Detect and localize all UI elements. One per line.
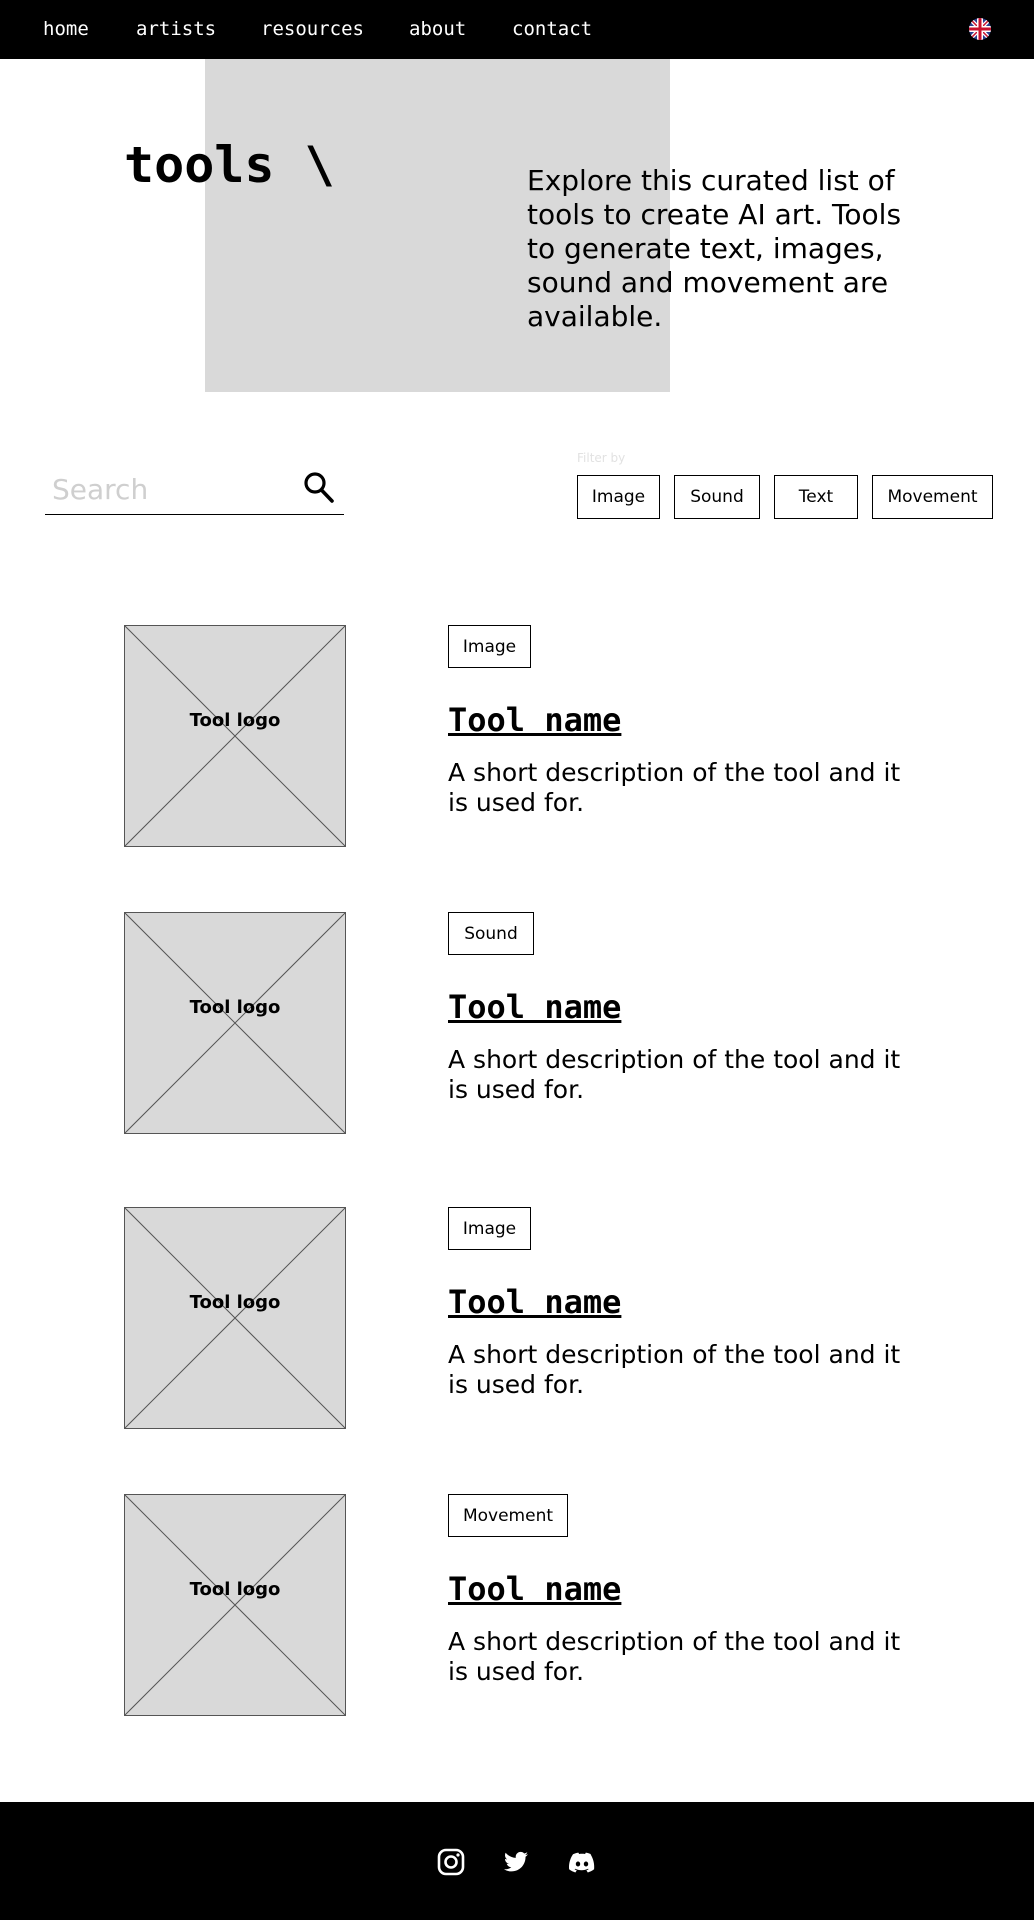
nav-artists[interactable]: artists: [136, 18, 217, 40]
filter-sound-button[interactable]: Sound: [674, 475, 760, 519]
filter-text-button[interactable]: Text: [774, 475, 858, 519]
search-input[interactable]: [52, 471, 292, 507]
tool-logo-placeholder: [124, 1494, 346, 1716]
footer: [0, 1802, 1034, 1920]
tool-tag: Image: [448, 1207, 531, 1250]
search-icon[interactable]: [303, 471, 335, 505]
tool-name-link[interactable]: Tool name: [448, 701, 622, 739]
nav-about[interactable]: about: [409, 18, 467, 40]
nav-home[interactable]: home: [43, 18, 89, 40]
twitter-icon[interactable]: [502, 1848, 530, 1876]
tool-name-link[interactable]: Tool name: [448, 1570, 622, 1608]
tool-logo-placeholder: [124, 912, 346, 1134]
uk-flag-icon[interactable]: [969, 18, 991, 40]
filter-label: Filter by: [577, 451, 626, 465]
tool-logo-text: Tool logo: [189, 1579, 281, 1600]
tool-logo-placeholder: [124, 625, 346, 847]
tool-logo-text: Tool logo: [189, 1292, 281, 1313]
tool-description: A short description of the tool and it is used for.: [448, 1340, 901, 1399]
filter-image-button[interactable]: Image: [577, 475, 660, 519]
tool-name-link[interactable]: Tool name: [448, 1283, 622, 1321]
tool-logo-placeholder: [124, 1207, 346, 1429]
tool-description: A short description of the tool and it is used for.: [448, 1045, 901, 1104]
filter-movement-button[interactable]: Movement: [872, 475, 993, 519]
top-navigation: [0, 0, 1034, 59]
tool-description: A short description of the tool and it is used for.: [448, 1627, 901, 1686]
hero-description: Explore this curated list of tools to create AI art. Tools to generate text, images, sound and movement are available.: [527, 164, 902, 333]
tool-name-link[interactable]: Tool name: [448, 988, 622, 1026]
page-title: tools \: [124, 136, 335, 194]
tool-tag: Image: [448, 625, 531, 668]
nav-contact[interactable]: contact: [512, 18, 593, 40]
search-bar: [45, 465, 344, 515]
tool-tag: Sound: [448, 912, 534, 955]
instagram-icon[interactable]: [437, 1848, 465, 1876]
nav-resources[interactable]: resources: [261, 18, 364, 40]
discord-icon[interactable]: [568, 1848, 596, 1876]
tool-description: A short description of the tool and it is used for.: [448, 758, 901, 817]
tool-logo-text: Tool logo: [189, 710, 281, 731]
tool-tag: Movement: [448, 1494, 568, 1537]
tool-logo-text: Tool logo: [189, 997, 281, 1018]
